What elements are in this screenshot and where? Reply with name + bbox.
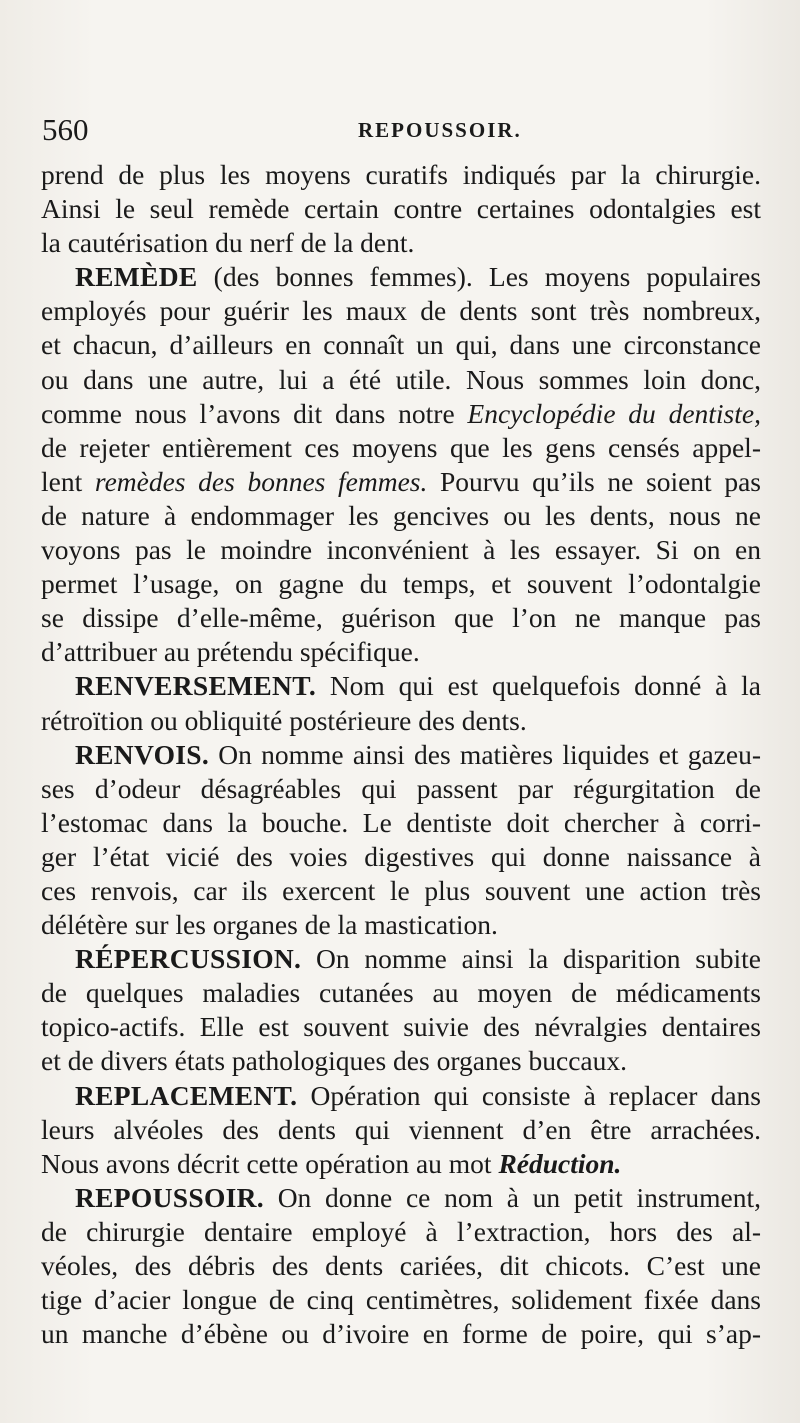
line-text: de quelques maladies cutanées au moyen de médicaments: [41, 977, 761, 1009]
line-text: l’estomac dans la bouche. Le dentiste doit chercher à corri-: [41, 806, 761, 838]
running-head: REPOUSSOIR.: [358, 118, 522, 142]
text-line: [41, 533, 761, 567]
entry-term: RENVOIS.: [75, 738, 210, 770]
line-text: prend de plus les moyens curatifs indiqués par la chirurgie.: [41, 159, 761, 190]
line-text: ces renvois, car ils exercent le plus souvent une action très: [41, 874, 761, 906]
text-line: [41, 294, 761, 328]
text-line: [41, 158, 761, 192]
body-text: [41, 158, 761, 1351]
text-line: [41, 806, 761, 840]
text-line: [41, 1010, 761, 1044]
line-text: tige d’acier longue de cinq centimètres, solidement fixée dans: [41, 1284, 761, 1316]
text-line: [41, 976, 761, 1010]
text-line: [41, 1215, 761, 1249]
text-line: [41, 1113, 761, 1147]
line-text: leurs alvéoles des dents qui viennent d’en être arrachées.: [41, 1113, 761, 1145]
line-text: On nomme ainsi des matières liquides et gazeu-: [209, 738, 761, 770]
line-text: ses d’odeur désagréables qui passent par régurgitation de: [41, 772, 761, 804]
text-line: [41, 226, 761, 260]
line-text: comme nous l’avons dit dans notre: [41, 397, 468, 429]
text-line: [41, 567, 761, 601]
text-line: [41, 840, 761, 874]
page-header: [42, 112, 760, 152]
line-text: voyons pas le moindre inconvénient à les essayer. Si on en: [41, 534, 761, 566]
line-text: un manche d’ébène ou d’ivoire en forme de poire, qui s’ap-: [41, 1318, 761, 1350]
text-line: [41, 397, 761, 431]
line-text: (des bonnes femmes). Les moyens populaires: [197, 261, 761, 293]
line-text: se dissipe d’elle-même, guérison que l’on ne manque pas: [41, 602, 761, 634]
text-line: [41, 499, 761, 533]
line-text: permet l’usage, on gagne du temps, et souvent l’odontalgie: [41, 568, 761, 600]
line-text: de nature à endommager les gencives ou les dents, nous ne: [41, 499, 761, 531]
line-text: de chirurgie dentaire employé à l’extraction, hors des al-: [41, 1215, 761, 1247]
text-line: [41, 1317, 761, 1351]
line-text: de rejeter entièrement ces moyens que les gens censés appel-: [41, 431, 761, 463]
line-text: employés pour guérir les maux de dents sont très nombreux,: [41, 295, 761, 327]
line-text: ger l’état vicié des voies digestives qui donne naissance à: [41, 840, 761, 872]
line-text: Pourvu qu’ils ne soient pas: [427, 465, 761, 497]
text-line: [41, 669, 761, 703]
line-text: Opération qui consiste à replacer dans: [297, 1079, 761, 1111]
entry-term: REMÈDE: [75, 261, 198, 293]
text-line: [41, 874, 761, 908]
text-line: [41, 704, 761, 738]
line-text: la cautérisation du nerf de la dent.: [41, 227, 415, 259]
line-text: On donne ce nom à un petit instrument,: [263, 1181, 761, 1213]
text-line: [41, 1147, 761, 1181]
page-number: 560: [42, 112, 89, 147]
text-line: [41, 772, 761, 806]
text-line: [41, 738, 761, 772]
line-text: Nom qui est quelquefois donné à la: [316, 670, 761, 702]
text-line: [41, 465, 761, 499]
line-text: Nous avons décrit cette opération au mot: [41, 1147, 499, 1179]
entry-term: RÉPERCUSSION.: [75, 943, 302, 975]
italic-text: Encyclopédie du dentiste,: [467, 397, 761, 429]
text-line: [41, 363, 761, 397]
line-text: d’attribuer au prétendu spécifique.: [41, 636, 420, 668]
entry-term: REPOUSSOIR.: [75, 1181, 264, 1213]
text-line: [41, 1181, 761, 1215]
italic-text: remèdes des bonnes femmes.: [94, 465, 428, 497]
text-line: [41, 431, 761, 465]
entry-term: REPLACEMENT.: [75, 1079, 298, 1111]
text-line: [41, 192, 761, 226]
text-line: [41, 1044, 761, 1078]
line-text: lent: [41, 465, 95, 497]
text-line: [41, 1249, 761, 1283]
text-line: [41, 908, 761, 942]
text-line: [41, 635, 761, 669]
text-line: [41, 260, 761, 294]
line-text: Ainsi le seul remède certain contre certaines odontalgies est: [41, 193, 761, 225]
text-line: [41, 601, 761, 635]
text-line: [41, 1079, 761, 1113]
line-text: véoles, des débris des dents cariées, dit chicots. C’est une: [41, 1250, 761, 1281]
line-text: On nomme ainsi la disparition subite: [301, 943, 761, 975]
text-line: [41, 328, 761, 362]
italic-text: Réduction.: [498, 1147, 622, 1179]
line-text: et de divers états pathologiques des organes buccaux.: [41, 1045, 627, 1077]
line-text: délétère sur les organes de la mastication.: [41, 909, 498, 941]
line-text: et chacun, d’ailleurs en connaît un qui, dans une circonstance: [41, 329, 761, 361]
line-text: rétroïtion ou obliquité postérieure des dents.: [41, 704, 527, 736]
text-line: [41, 1283, 761, 1317]
text-line: [41, 942, 761, 976]
entry-term: RENVERSEMENT.: [75, 670, 316, 702]
line-text: ou dans une autre, lui a été utile. Nous sommes loin donc,: [41, 363, 761, 395]
line-text: topico-actifs. Elle est souvent suivie des névralgies dentaires: [41, 1011, 761, 1043]
